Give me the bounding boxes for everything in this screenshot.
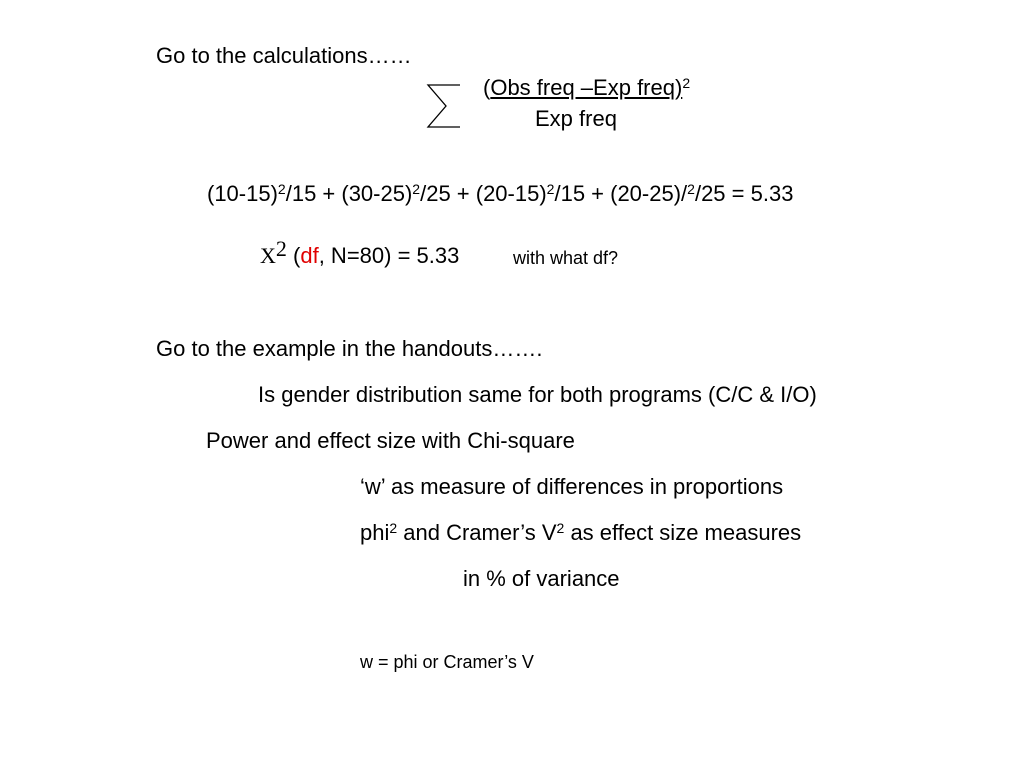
phi-text: phi — [360, 520, 390, 545]
formula-denominator: Exp freq — [535, 106, 617, 131]
calc-term-5: /25 = 5.33 — [694, 181, 794, 206]
phi-cramer-line — [360, 522, 801, 544]
chi-open-paren: ( — [286, 243, 301, 268]
calc-exp-3: 2 — [546, 181, 555, 197]
cramer-text: and Cramer’s V — [397, 520, 557, 545]
calc-exp-2: 2 — [412, 181, 421, 197]
cramer-exponent: 2 — [556, 520, 565, 536]
calc-exp-1: 2 — [277, 181, 286, 197]
handouts-line: Go to the example in the handouts……. — [156, 336, 543, 361]
w-equation-line: w = phi or Cramer’s V — [360, 652, 534, 672]
numerator-text: Obs freq –Exp freq) — [490, 75, 683, 100]
calc-term-4: /15 + (20-25)/ — [554, 181, 688, 206]
calculation-line — [207, 183, 793, 205]
sigma-icon — [426, 82, 462, 130]
calc-exp-4: 2 — [687, 181, 695, 197]
chi-df-label: df — [300, 243, 319, 268]
numerator-open-paren: ( — [483, 75, 491, 100]
df-question: with what df? — [513, 248, 619, 268]
gender-question: Is gender distribution same for both programs (C/C & I/O) — [258, 382, 817, 407]
formula-numerator — [483, 77, 690, 99]
phi-exponent: 2 — [389, 520, 398, 536]
calc-term-2: /15 + (30-25) — [285, 181, 413, 206]
effect-size-text: as effect size measures — [564, 520, 802, 545]
w-measure-line: ‘w’ as measure of differences in proportions — [360, 474, 784, 499]
calculations-heading: Go to the calculations…… — [156, 43, 412, 68]
calc-term-3: /25 + (20-15) — [420, 181, 547, 206]
chi-square-line — [260, 236, 460, 268]
chi-exponent: 2 — [275, 236, 287, 261]
chi-result: , N=80) = 5.33 — [318, 243, 460, 268]
variance-line: in % of variance — [463, 566, 620, 591]
chi-symbol: X — [260, 243, 276, 268]
numerator-exponent: 2 — [682, 75, 691, 91]
calc-term-1: (10-15) — [207, 181, 278, 206]
power-effect-line: Power and effect size with Chi-square — [206, 428, 575, 453]
